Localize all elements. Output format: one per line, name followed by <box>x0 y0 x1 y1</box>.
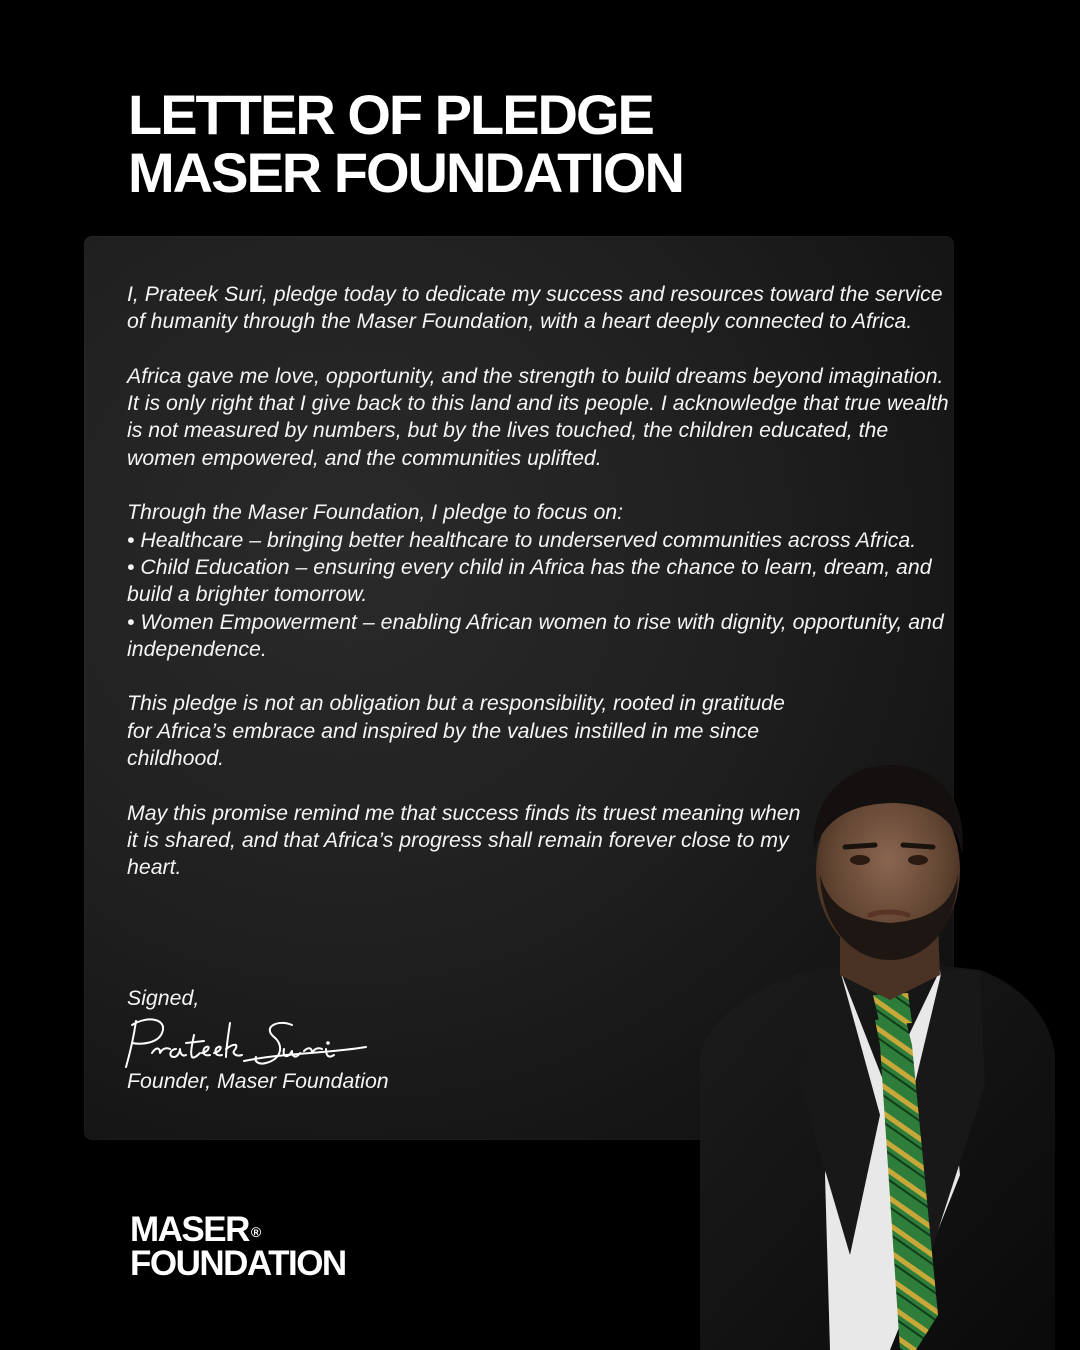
focus-item-women: • Women Empowerment – enabling African women to rise with dignity, opportunity, and independence. <box>127 609 944 661</box>
logo-line-1 <box>130 1210 346 1249</box>
letter-paragraph-1: I, Prateek Suri, pledge today to dedicate my success and resources toward the service of humanity through the Maser Foundation, with a heart deeply connected to Africa. <box>127 282 943 334</box>
focus-item-healthcare: • Healthcare – bringing better healthcare to underserved communities across Africa. <box>127 527 917 552</box>
signed-label: Signed, <box>127 986 200 1010</box>
title-line-1: LETTER OF PLEDGE <box>128 83 653 146</box>
maser-foundation-logo <box>130 1210 346 1283</box>
title-line-2: MASER FOUNDATION <box>128 141 683 204</box>
focus-item-education: • Child Education – ensuring every child in Africa has the chance to learn, dream, and build a brighter tomorrow. <box>127 554 932 607</box>
letter-paragraph-4: May this promise remind me that success finds its truest meaning when it is shared, and that Africa’s progress shall remain forever close to my heart. <box>127 800 801 880</box>
page-title <box>128 83 683 204</box>
letter-paragraph-2: Africa gave me love, opportunity, and the strength to build dreams beyond imagination. It is only right that I give back to this land and its people. I acknowledge that true wealth is not measured by numbers, but by the lives touched, the children educated, the women empowered, and the communities uplifted. <box>127 363 949 470</box>
person-portrait-icon <box>690 755 1080 1350</box>
focus-list <box>127 499 957 663</box>
signature-icon <box>122 1013 372 1073</box>
logo-line-2: FOUNDATION <box>130 1244 346 1283</box>
logo-word-maser: MASER <box>130 1210 249 1249</box>
letter-paragraph-3: This pledge is not an obligation but a responsibility, rooted in gratitude for Africa’s embrace and inspired by the values instilled in me since childhood. <box>127 691 785 771</box>
focus-intro: Through the Maser Foundation, I pledge to focus on: <box>127 500 624 525</box>
registered-mark: ® <box>250 1224 262 1240</box>
signer-title: Founder, Maser Foundation <box>127 1069 389 1093</box>
